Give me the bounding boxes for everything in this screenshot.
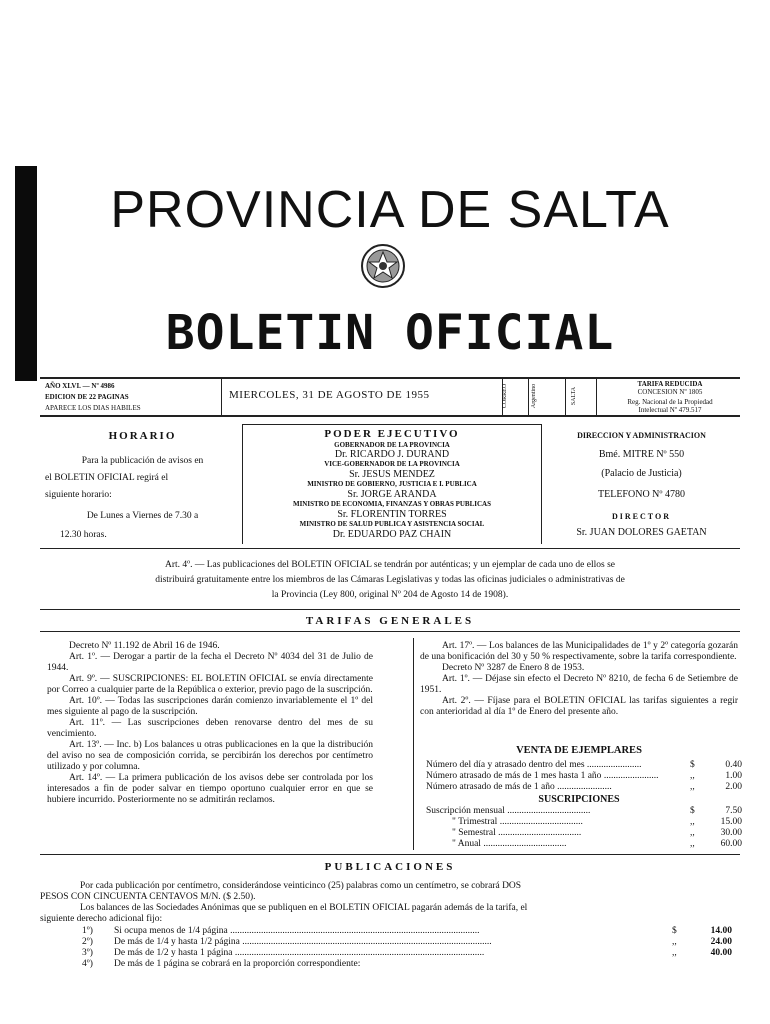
art4-line: la Provincia (Ley 800, original Nº 204 de Agosto 14 de 1908).: [271, 590, 509, 600]
divider: [221, 379, 222, 415]
venta-row-currency: ,,: [690, 782, 695, 792]
horario-heading: HORARIO: [108, 430, 177, 442]
adicional-item-currency: ,,: [672, 937, 677, 947]
vice-name: Sr. JESUS MENDEZ: [349, 469, 435, 480]
registro: Reg. Nacional de la Propiedad: [627, 398, 713, 406]
side-salta: SALTA: [571, 386, 578, 406]
concesion: CONCESION Nº 1805: [637, 388, 703, 396]
publicaciones-text: Los balances de las Sociedades Anónimas que se publiquen en el BOLETIN OFICIAL pagarán además de la tarifa, el: [80, 903, 528, 913]
suscripcion-row-label: " Semestral ...................................: [452, 828, 582, 838]
tarifas-right-paragraph: Art. 1º. — Déjase sin efecto el Decreto Nº 8210, de fecha 6 de Setiembre de 1951.: [420, 674, 738, 695]
rule: [40, 631, 740, 632]
suscripcion-row-currency: ,,: [690, 839, 695, 849]
rule: [242, 424, 542, 425]
suscripcion-row-label: " Trimestral ...................................: [452, 817, 583, 827]
tarifas-right-paragraph: Art. 17º. — Los balances de las Municipalidades de 1º y 2º categoría gozarán de una bonificación del 30 y 50 % respectivamente, sobre la tarifa correspondiente.: [420, 641, 738, 662]
direccion-heading: DIRECCION Y ADMINISTRACION: [577, 431, 706, 440]
rule: [40, 377, 740, 379]
suscripcion-row-price: 7.50: [725, 806, 742, 816]
min2-name: Sr. FLORENTIN TORRES: [337, 509, 447, 520]
issue-date: MIERCOLES, 31 DE AGOSTO DE 1955: [229, 389, 430, 401]
min1-name: Sr. JORGE ARANDA: [347, 489, 437, 500]
divider: [596, 379, 597, 415]
adicional-item-number: 3º): [82, 948, 93, 958]
side-argentino: Argentino: [531, 383, 538, 409]
suscripcion-row-price: 60.00: [720, 839, 742, 849]
vice-title: VICE-GOBERNADOR DE LA PROVINCIA: [324, 460, 460, 468]
suscripcion-row-currency: ,,: [690, 817, 695, 827]
tarifas-right-column: [420, 641, 738, 718]
telefono: TELEFONO Nº 4780: [598, 489, 685, 500]
art4-line: distribuirá gratuitamente entre los miembros de las Cámaras Legislativas y todas las oficinas judiciales o administrativas de: [155, 575, 625, 585]
suscripcion-row-price: 30.00: [720, 828, 742, 838]
adicional-item-number: 1º): [82, 926, 93, 936]
venta-heading: VENTA DE EJEMPLARES: [516, 745, 642, 756]
rule: [40, 415, 740, 417]
venta-row-label: Número del día y atrasado dentro del mes .......................: [426, 760, 642, 770]
publicaciones-heading: PUBLICACIONES: [324, 861, 456, 873]
suscripcion-row-label: Suscripción mensual ...................................: [426, 806, 591, 816]
adicional-item-number: 2º): [82, 937, 93, 947]
min3-title: MINISTRO DE SALUD PUBLICA Y ASISTENCIA SOCIAL: [299, 520, 485, 528]
suscripciones-heading: SUSCRIPCIONES: [538, 794, 620, 805]
adicional-item-currency: ,,: [672, 948, 677, 958]
suscripcion-row-price: 15.00: [720, 817, 742, 827]
tarifas-heading: TARIFAS GENERALES: [305, 615, 475, 627]
side-correo: CORREO: [502, 383, 509, 409]
edition-line: EDICION DE 22 PAGINAS: [45, 393, 129, 401]
tarifa-reducida: TARIFA REDUCIDA: [637, 380, 703, 388]
venta-row-label: Número atrasado de más de 1 año .......................: [426, 782, 612, 792]
horario-line: siguiente horario:: [45, 490, 112, 500]
tarifas-left-paragraph: Art. 14º. — La primera publicación de los avisos debe ser controlada por los interesados a fin de poder salvar en tiempo oportuno cualquier error en que se hubiere incurrido. Posteriormente no se admitirán reclamos.: [47, 773, 373, 805]
gob-name: Dr. RICARDO J. DURAND: [334, 449, 450, 460]
adicional-item-label: Si ocupa menos de 1/4 página .........................................................................................................: [114, 926, 480, 936]
adicional-item-currency: $: [672, 926, 677, 936]
horario-line: 12.30 horas.: [60, 530, 107, 540]
adicional-item-price: 24.00: [710, 937, 732, 947]
gob-title: GOBERNADOR DE LA PROVINCIA: [334, 441, 450, 449]
tarifas-left-paragraph: Art. 9º. — SUSCRIPCIONES: EL BOLETIN OFICIAL se envía directamente por Correo a cualquier parte de la República o exterior, previo pago de la suscripción.: [47, 674, 373, 695]
director-heading: DIRECTOR: [612, 512, 671, 521]
venta-row-currency: ,,: [690, 771, 695, 781]
divider: [541, 424, 542, 544]
min2-title: MINISTRO DE ECONOMIA, FINANZAS Y OBRAS PUBLICAS: [292, 500, 492, 508]
rule: [40, 609, 740, 610]
address: Bmé. MITRE Nº 550: [598, 449, 685, 460]
min3-name: Dr. EDUARDO PAZ CHAIN: [332, 529, 452, 540]
adicional-item-label: De más de 1 página se cobrará en la proporción correspondiente:: [114, 959, 361, 969]
director-name: Sr. JUAN DOLORES GAETAN: [576, 527, 707, 538]
tarifas-left-paragraph: Art. 11º. — Las suscripciones deben renovarse dentro del mes de su vencimiento.: [47, 718, 373, 739]
tarifas-left-paragraph: Decreto Nº 11.192 de Abril 16 de 1946.: [69, 641, 220, 651]
venta-row-price: 0.40: [725, 760, 742, 770]
coat-of-arms-icon: [360, 243, 406, 289]
venta-row-label: Número atrasado de más de 1 mes hasta 1 año .......................: [426, 771, 659, 781]
tarifas-right-paragraph: Decreto Nº 3287 de Enero 8 de 1953.: [442, 663, 585, 673]
adicional-item-price: 40.00: [710, 948, 732, 958]
rule: [40, 854, 740, 855]
venta-row-currency: $: [690, 760, 695, 770]
adicional-item-price: 14.00: [710, 926, 732, 936]
tarifas-left-column: [47, 641, 373, 806]
horario-line: el BOLETIN OFICIAL regirá el: [45, 473, 169, 483]
adicional-item-number: 4º): [82, 959, 93, 969]
publicaciones-text: siguiente derecho adicional fijo:: [40, 914, 163, 924]
art4-line: Art. 4º. — Las publicaciones del BOLETIN OFICIAL se tendrán por auténticas; y un ejemplar de cada uno de ellos se: [164, 560, 616, 570]
tarifas-left-paragraph: Art. 1º. — Derogar a partir de la fecha el Decreto Nº 4034 del 31 de Julio de 1944.: [47, 652, 373, 673]
newspaper-title: BOLETIN OFICIAL: [165, 305, 615, 361]
appears-line: APARECE LOS DIAS HABILES: [45, 404, 141, 412]
divider: [528, 379, 529, 415]
adicional-item-label: De más de 1/4 y hasta 1/2 página .........................................................................................................: [114, 937, 492, 947]
horario-line: De Lunes a Viernes de 7.30 a: [86, 511, 199, 521]
poder-heading: PODER EJECUTIVO: [324, 428, 460, 440]
venta-row-price: 2.00: [725, 782, 742, 792]
divider: [565, 379, 566, 415]
publicaciones-text: PESOS CON CINCUENTA CENTAVOS M/N. ($ 2.50).: [40, 892, 256, 902]
suscripcion-row-currency: ,,: [690, 828, 695, 838]
palacio: (Palacio de Justicia): [601, 468, 682, 479]
publicaciones-text: Por cada publicación por centímetro, considerándose veinticinco (25) palabras como un centímetro, se cobrará DOS: [80, 881, 522, 891]
year-line: AÑO XLVI. — Nº 4986: [45, 382, 115, 390]
min1-title: MINISTRO DE GOBIERNO, JUSTICIA E I. PUBLICA: [307, 480, 477, 488]
tarifas-right-paragraph: Art. 2º. — Fíjase para el BOLETIN OFICIAL las tarifas siguientes a regir con anterioridad al día 1º de Enero del presente año.: [420, 696, 738, 717]
horario-line: Para la publicación de avisos en: [81, 456, 204, 466]
tarifas-left-paragraph: Art. 10º. — Todas las suscripciones darán comienzo invariablemente el 1º del mes siguiente al pago de la suscripción.: [47, 696, 373, 717]
rule: [40, 548, 740, 549]
masthead-province: PROVINCIA DE SALTA: [110, 181, 670, 239]
suscripcion-row-currency: $: [690, 806, 695, 816]
suscripcion-row-label: " Anual ...................................: [452, 839, 567, 849]
venta-row-price: 1.00: [725, 771, 742, 781]
adicional-item-label: De más de 1/2 y hasta 1 página .........................................................................................................: [114, 948, 485, 958]
left-scan-bar: [15, 166, 37, 381]
intelectual: Intelectual Nº 479.517: [638, 406, 702, 414]
tarifas-left-paragraph: Art. 13º. — Inc. b) Los balances u otras publicaciones en la que la distribución del aviso no sea de composición corrida, se percibirán los derechos por centímetro utilizado y por columna.: [47, 740, 373, 772]
divider: [413, 638, 414, 850]
